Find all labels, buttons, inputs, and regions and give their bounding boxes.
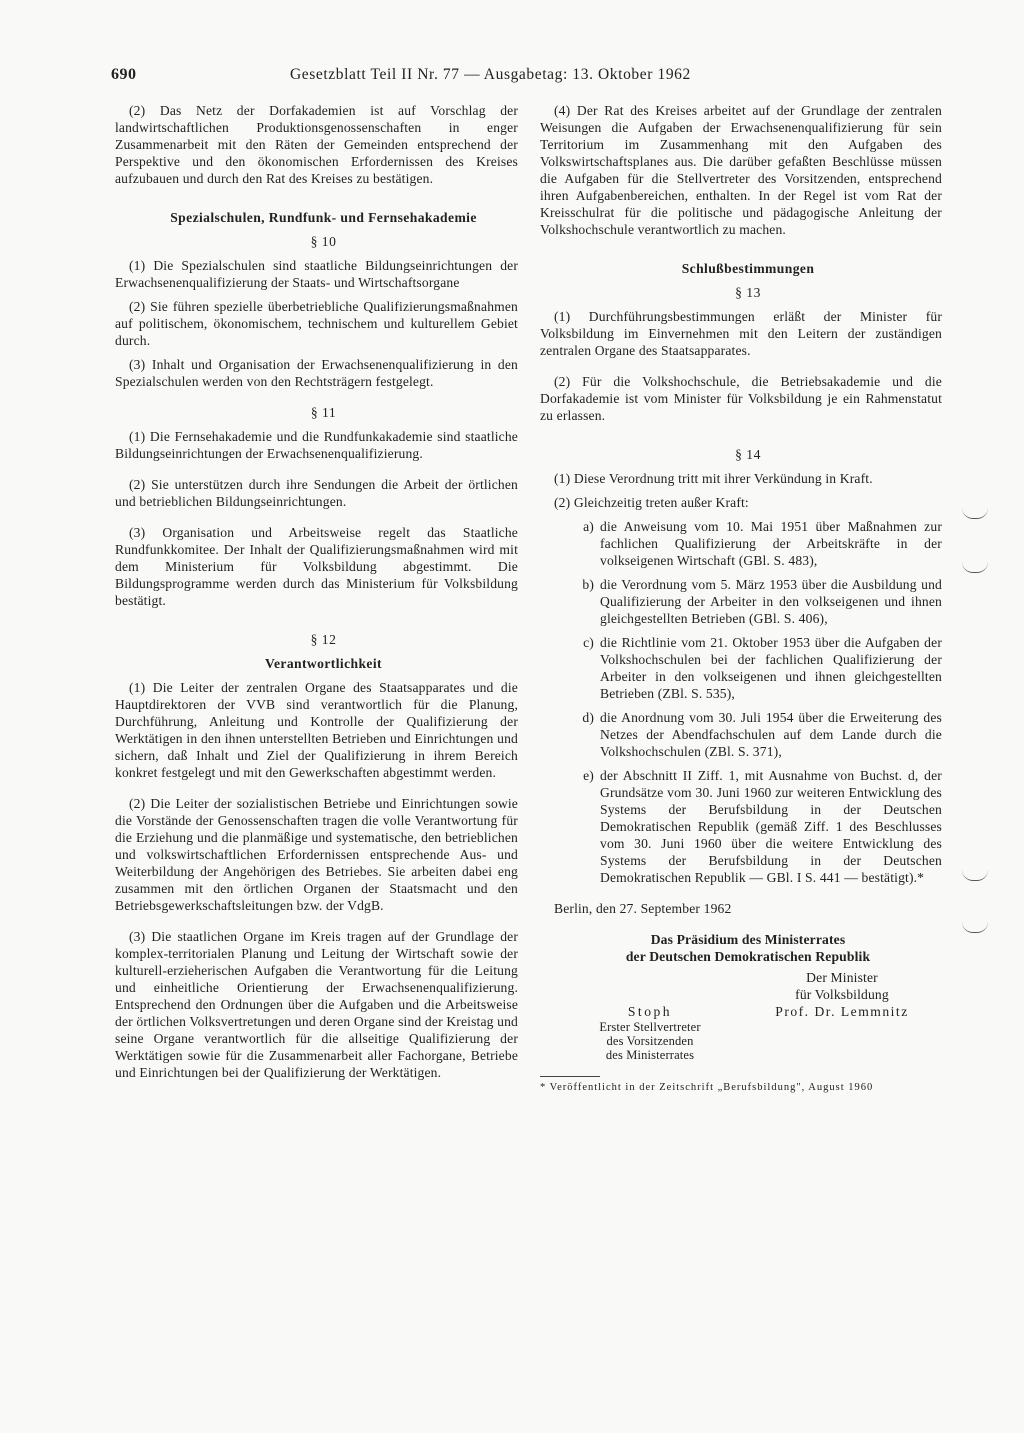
paragraph-10-2: (2) Sie führen spezielle überbetriebliche Qualifizierungsmaßnahmen auf politischem, ökonomischem, technischem und kulturellem Gebiet durch. [115, 299, 518, 348]
list-item [540, 634, 942, 702]
list-item-text: der Abschnitt II Ziff. 1, mit Ausnahme von Buchst. d, der Grundsätze vom 30. Juni 1960 zur weiteren Entwicklung des Systems der Berufsbildung in der Deutschen Demokratischen Republik (gemäß Ziff. 1 des Beschlusses vom 30. Juni 1960 über die weitere Entwicklung des Systems der Berufsbildung in der Deutschen Demokratischen Republik — GBl. I S. 441 — bestätigt).* [600, 768, 942, 885]
right-column [540, 102, 942, 1094]
praesidium-line-1: Das Präsidium des Ministerrates [650, 932, 846, 947]
paragraph-10-3: (3) Inhalt und Organisation der Erwachsenenqualifizierung in den Spezialschulen werden von den Rechtsträgern festgelegt. [115, 357, 518, 389]
list-item [540, 576, 942, 627]
paragraph-14-2: (2) Gleichzeitig treten außer Kraft: [554, 495, 749, 510]
signer-title-3: des Ministerrates [605, 1048, 695, 1062]
heading-spezialschulen: Spezialschulen, Rundfunk- und Fernsehakademie [170, 210, 477, 225]
paragraph-13-2: (2) Für die Volkshochschule, die Betriebsakademie und die Dorfakademie ist vom Minister für Volksbildung je ein Rahmenstatut zu erlassen. [540, 374, 942, 423]
page-number: 690 [111, 66, 137, 83]
paragraph-9-2: (2) Das Netz der Dorfakademien ist auf Vorschlag der landwirtschaftlichen Produktionsgenossenschaften in enger Zusammenarbeit mit den Räten der Gemeinden entsprechend der Perspektive und den ökonomischen Erfordernissen des Kreises aufzubauen und durch den Rat des Kreises zu bestätigen. [115, 103, 518, 186]
list-item-label: d) [582, 710, 594, 725]
list-item [540, 518, 942, 569]
signer-name-stoph: Stoph [627, 1004, 673, 1019]
list-item-label: a) [583, 519, 594, 534]
paragraph-10-1: (1) Die Spezialschulen sind staatliche Bildungseinrichtungen der Erwachsenenqualifizierung der Staats- und Wirtschaftsorgane [115, 258, 518, 290]
list-item-label: b) [582, 577, 594, 592]
left-column [115, 102, 518, 1081]
heading-schlussbestimmungen: Schlußbestimmungen [681, 261, 815, 276]
signer-name-lemmnitz: Prof. Dr. Lemmnitz [775, 1004, 909, 1019]
heading-verantwortlichkeit: Verantwortlichkeit [265, 656, 382, 671]
paragraph-11-3: (3) Organisation und Arbeitsweise regelt das Staatliche Rundfunkkomitee. Der Inhalt der Qualifizierungsmaßnahmen wird mit dem Ministerium für Volksbildung abgestimmt. Die Bildungsprogramme werden durch das Ministerium für Volksbildung bestätigt. [115, 525, 518, 608]
section-sign-12: § 12 [310, 632, 337, 647]
list-item-text: die Verordnung vom 5. März 1953 über die Ausbildung und Qualifizierung der Arbeiter in den volkseigenen und ihnen gleichgestellten Betrieben (GBl. S. 406), [600, 577, 942, 626]
paragraph-12-2: (2) Die Leiter der sozialistischen Betriebe und Einrichtungen sowie die Vorstände der Genossenschaften tragen die volle Verantwortung für die Erziehung und die planmäßige und systematische, den betrieblichen und volkswirtschaftlichen Erfordernissen entsprechende Aus- und Weiterbildung der Angehörigen des Betriebes. Sie arbeiten dabei eng zusammen mit den örtlichen Organen der Staatsmacht und den Betriebsgewerkschaftsleitungen bzw. der VdgB. [115, 796, 518, 913]
date-line: Berlin, den 27. September 1962 [554, 901, 732, 916]
list-item-text: die Anweisung vom 10. Mai 1951 über Maßnahmen zur fachlichen Qualifizierung der Arbeitskräfte in der volkseigenen Wirtschaft (GBl. S. 483), [600, 519, 942, 568]
list-item [540, 767, 942, 886]
section-sign-13: § 13 [735, 285, 761, 300]
footnote: * Veröffentlicht in der Zeitschrift „Berufsbildung", August 1960 [540, 1082, 874, 1093]
paragraph-14-1: (1) Diese Verordnung tritt mit ihrer Verkündung in Kraft. [554, 471, 873, 486]
list-item [540, 709, 942, 760]
list-item-label: c) [583, 635, 594, 650]
minister-line-2: für Volksbildung [795, 987, 889, 1002]
paragraph-13-1: (1) Durchführungsbestimmungen erläßt der Minister für Volksbildung im Einvernehmen mit den Leitern der zuständigen zentralen Organe des Staatsapparates. [540, 309, 942, 358]
section-sign-11: § 11 [310, 405, 337, 420]
margin-mark [962, 562, 988, 573]
minister-line-1: Der Minister [806, 970, 878, 985]
margin-mark [962, 508, 988, 519]
paragraph-11-2: (2) Sie unterstützen durch ihre Sendungen die Arbeit der örtlichen und betrieblichen Bildungseinrichtungen. [115, 477, 518, 509]
section-sign-10: § 10 [310, 234, 337, 249]
page-header [0, 66, 1024, 90]
paragraph-12-4: (4) Der Rat des Kreises arbeitet auf der Grundlage der zentralen Weisungen die Aufgaben der Erwachsenenqualifizierung für sein Territorium im Zusammenhang mit den Aufgaben des Volkswirtschaftsplanes aus. Die darüber gefaßten Beschlüsse müssen die Aufgaben für die Stellvertreter des Vorsitzenden, entsprechend ihren Aufgabenbereichen, enthalten. In der Regel ist vom Rat der Kreisschulrat für die politische und pädagogische Anleitung der Volkshochschule verantwortlich zu machen. [540, 103, 942, 237]
praesidium-line-2: der Deutschen Demokratischen Republik [625, 949, 871, 964]
list-item-label: e) [583, 768, 594, 783]
margin-mark [962, 922, 988, 933]
list-item-text: die Richtlinie vom 21. Oktober 1953 über die Aufgaben der Volkshochschulen bei der fachlichen Qualifizierung der Arbeiter in den volkseigenen und ihnen gleichgestellten Betrieben (ZBl. S. 535), [600, 635, 942, 701]
signers [540, 969, 942, 1062]
paragraph-12-3: (3) Die staatlichen Organe im Kreis tragen auf der Grundlage der komplex-territorialen Planung und Leitung der Wirtschaft sowie der kulturell-erzieherischen Aufgaben die Verantwortung für die Leitung und einheitliche Orientierung der Erwachsenenqualifizierung. Entsprechend den Ordnungen über die Aufgaben und die Arbeitsweise der örtlichen Volksvertretungen und deren Organe sind der Kreistag und seine Organe verantwortlich für die allseitige Qualifizierung der Werktätigen sowie für die Zusammenarbeit aller Fachorgane, Betriebe und Einrichtungen bei der Qualifizierung der Werktätigen. [115, 929, 518, 1080]
section-sign-14: § 14 [735, 447, 761, 462]
footnote-rule [540, 1076, 600, 1077]
paragraph-12-1: (1) Die Leiter der zentralen Organe des Staatsapparates und die Hauptdirektoren der VVB sind verantwortlich für die Planung, Durchführung, Anleitung und Kontrolle der Qualifizierung der Werktätigen in den ihnen unterstellten Betrieben und Einrichtungen und sichern, daß Inhalt und Ziel der Qualifizierung in ihrem Bereich konkret festgelegt und mit den Gewerkschaften abgestimmt werden. [115, 680, 518, 780]
paragraph-11-1: (1) Die Fernsehakademie und die Rundfunkakademie sind staatliche Bildungseinrichtungen der Erwachsenenqualifizierung. [115, 429, 518, 461]
list-item-text: die Anordnung vom 30. Juli 1954 über die Erweiterung des Netzes der Abendfachschulen auf dem Lande durch die Volkshochschulen (ZBl. S. 371), [600, 710, 942, 759]
signer-lemmnitz [742, 969, 942, 1062]
gazette-header-title: Gesetzblatt Teil II Nr. 77 — Ausgabetag: 13. Oktober 1962 [290, 66, 691, 83]
margin-mark [962, 870, 988, 881]
signer-title-1: Erster Stellvertreter [599, 1020, 701, 1034]
signer-stoph [560, 969, 740, 1062]
signer-title-2: des Vorsitzenden [606, 1034, 694, 1048]
